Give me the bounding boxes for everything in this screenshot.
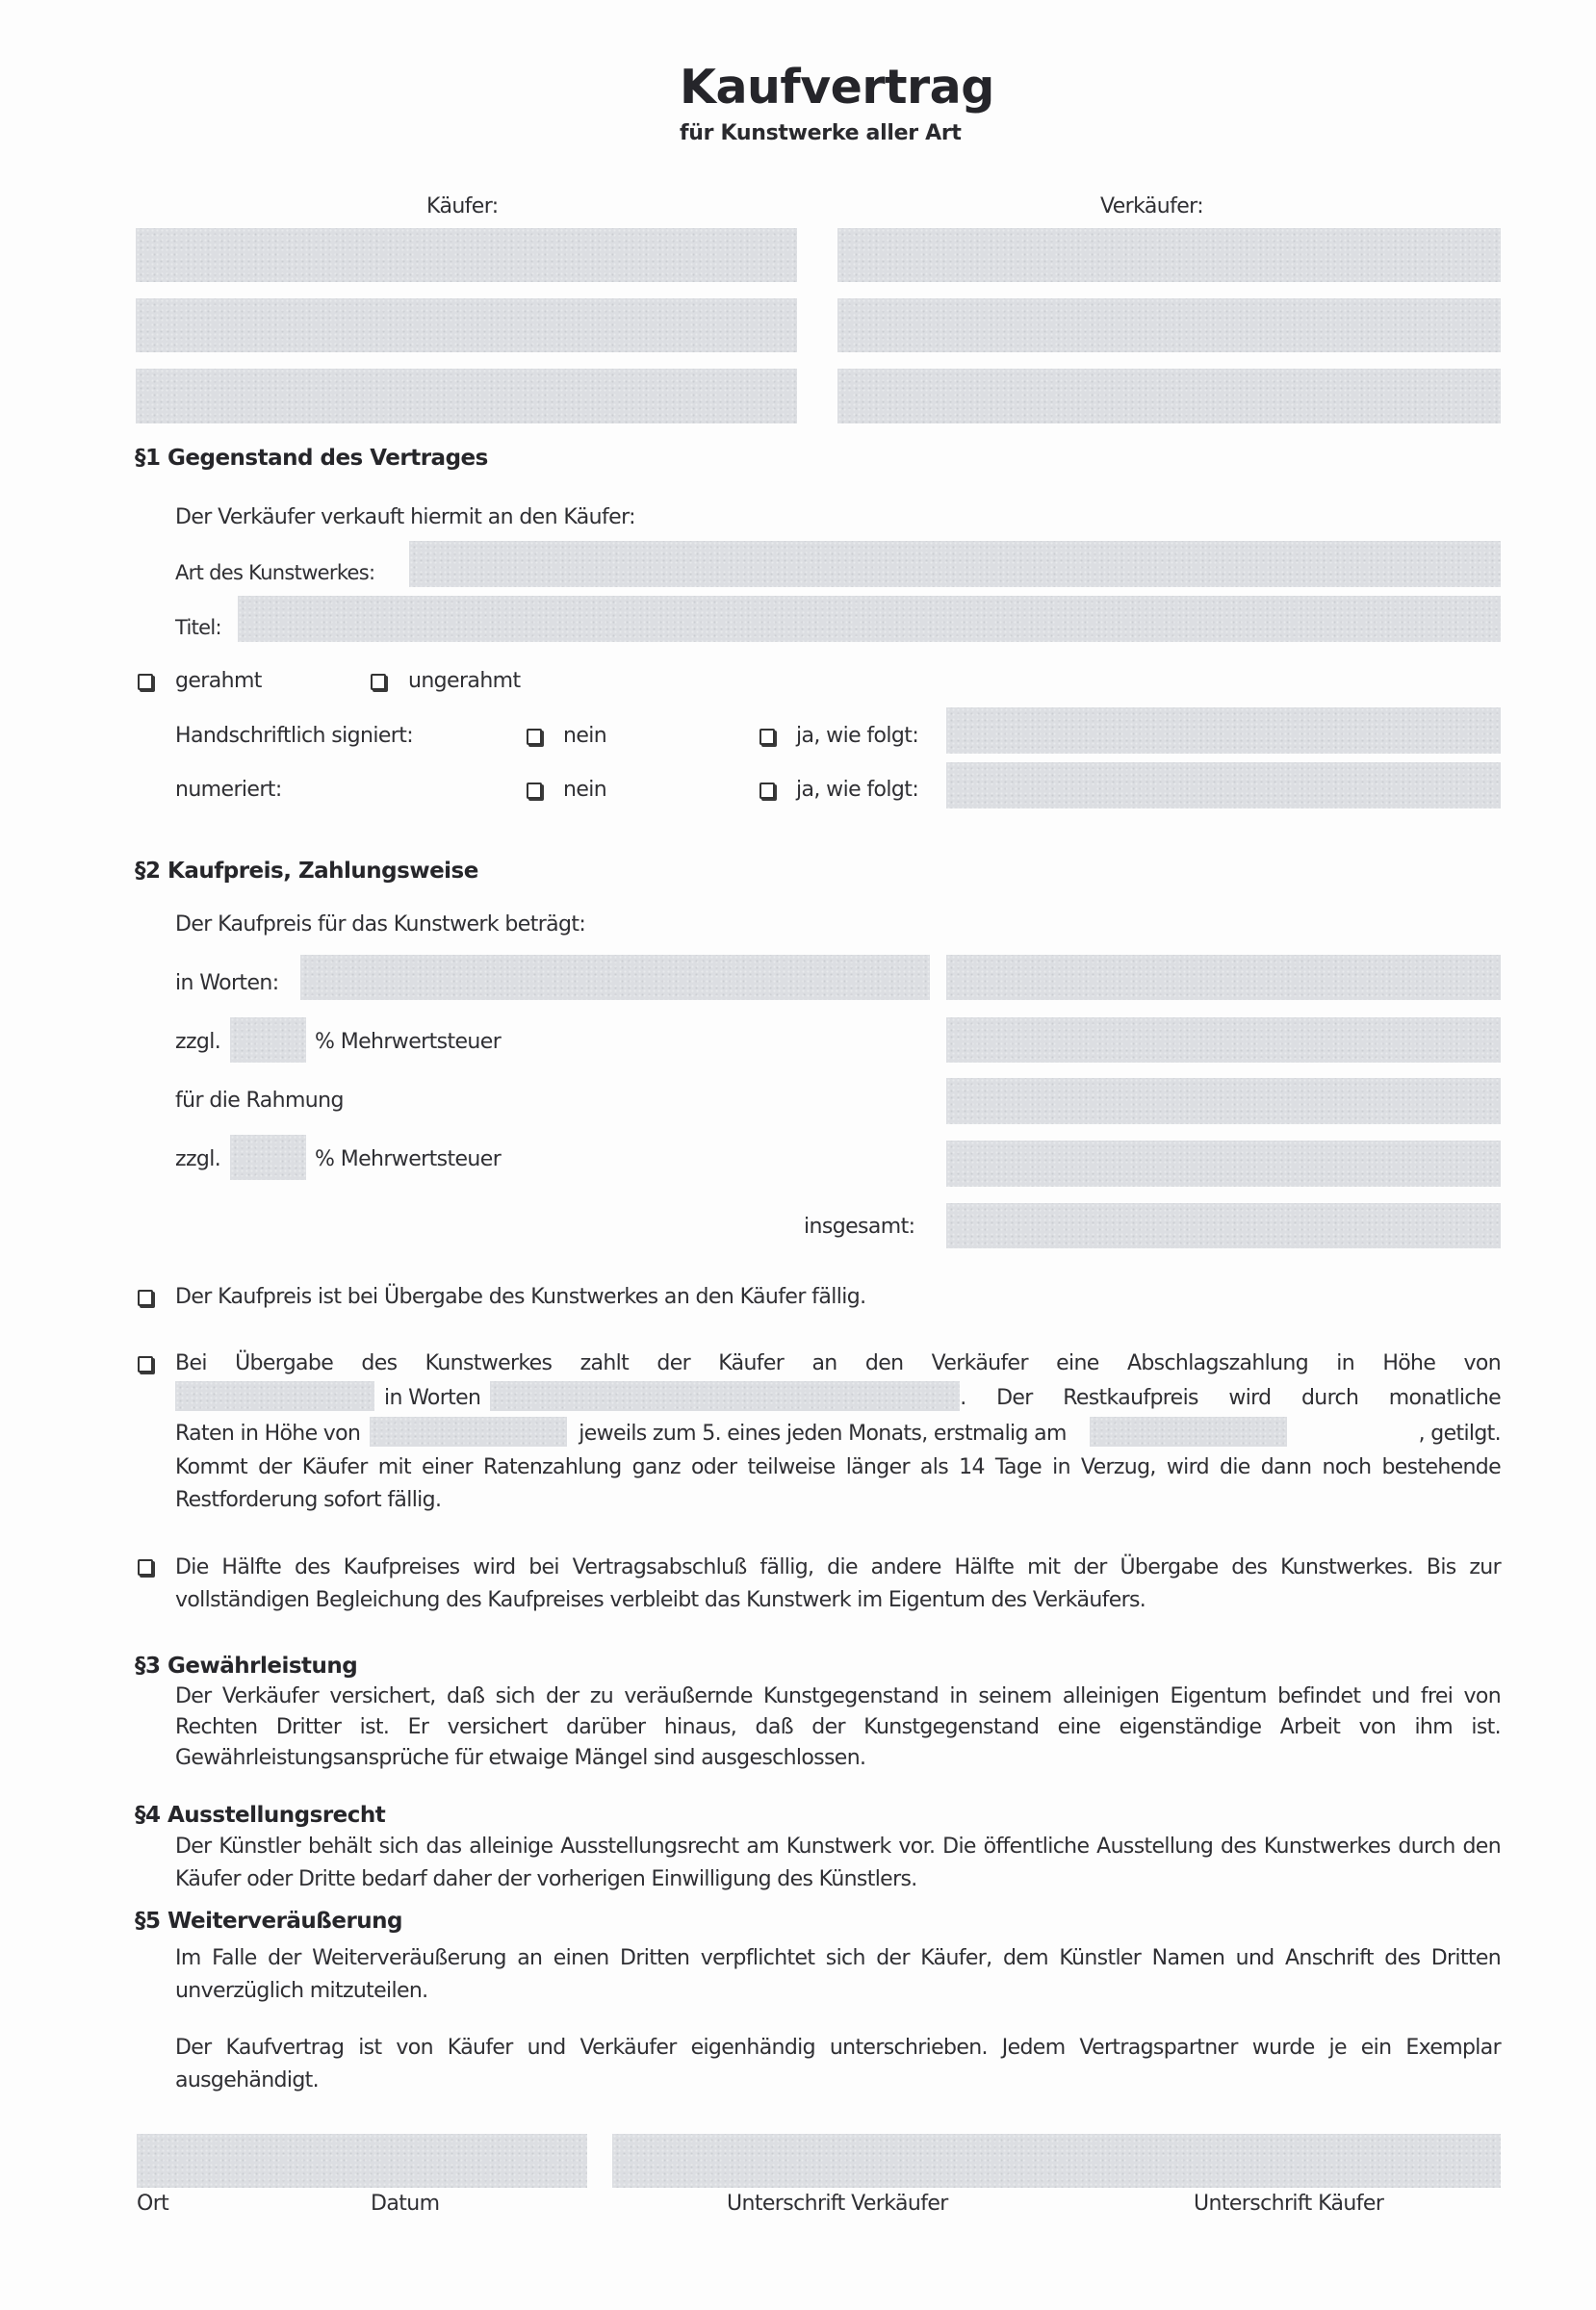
payment-on-delivery-label: Der Kaufpreis ist bei Übergabe des Kunstwerkes an den Käufer fällig. (175, 1285, 866, 1309)
document-subtitle: für Kunstwerke aller Art (680, 121, 962, 145)
signatures-field[interactable] (612, 2134, 1501, 2188)
vat-amount-field-2[interactable] (946, 1141, 1501, 1187)
price-in-words-field[interactable] (300, 955, 930, 1000)
section-1-heading: §1 Gegenstand des Vertrages (135, 446, 488, 471)
vat-amount-field-1[interactable] (946, 1017, 1501, 1063)
total-label: insgesamt: (804, 1215, 915, 1239)
buyer-signature-label: Unterschrift Käufer (1194, 2192, 1384, 2216)
place-date-field[interactable] (137, 2134, 587, 2188)
seller-line-3[interactable] (837, 369, 1501, 424)
section-5-text: Im Falle der Weiterveräußerung an einen Dritten verpflichtet sich der Käufer, dem Künstler Namen und Anschrift des Dritten unverzüglich mitzuteilen. (175, 1946, 1501, 2003)
vat-rate-field-1[interactable] (230, 1017, 306, 1063)
section-5-heading: §5 Weiterveräußerung (135, 1909, 403, 1934)
artwork-title-label: Titel: (175, 616, 221, 639)
down-payment-in-words-label: in Worten (384, 1385, 481, 1410)
remaining-price-text: . Der Restkaufpreis wird durch monatliche (960, 1385, 1501, 1410)
total-amount-field[interactable] (946, 1203, 1501, 1248)
installment-rate-label: Raten in Höhe von (175, 1421, 361, 1446)
price-amount-field[interactable] (946, 955, 1501, 1000)
artwork-title-field[interactable] (238, 596, 1501, 642)
installment-rate-field[interactable] (370, 1417, 567, 1447)
payment-on-delivery-checkbox[interactable] (138, 1290, 153, 1306)
art-type-field[interactable] (409, 541, 1501, 587)
section-2-intro: Der Kaufpreis für das Kunstwerk beträgt: (175, 912, 586, 937)
date-label: Datum (371, 2192, 440, 2216)
vat-plus-label-1: zzgl. (175, 1030, 221, 1054)
framing-amount-field[interactable] (946, 1078, 1501, 1124)
installment-schedule-text: jeweils zum 5. eines jeden Monats, erstmalig am (579, 1421, 1067, 1446)
signed-label: Handschriftlich signiert: (175, 724, 414, 748)
framed-label: gerahmt (175, 669, 262, 693)
seller-label: Verkäufer: (1100, 194, 1204, 218)
numbered-yes-checkbox[interactable] (759, 783, 775, 799)
buyer-line-1[interactable] (136, 228, 797, 282)
section-4-heading: §4 Ausstellungsrecht (135, 1803, 386, 1828)
place-label: Ort (137, 2192, 169, 2216)
signed-yes-checkbox[interactable] (759, 729, 775, 745)
numbered-no-checkbox[interactable] (527, 783, 542, 799)
vat-label-1: % Mehrwertsteuer (315, 1030, 502, 1054)
payment-half-checkbox[interactable] (138, 1559, 153, 1576)
vat-plus-label-2: zzgl. (175, 1147, 221, 1171)
closing-text: Der Kaufvertrag ist von Käufer und Verkäufer eigenhändig unterschrieben. Jedem Vertragspartner wurde je ein Exemplar ausgehändigt. (175, 2036, 1501, 2092)
down-payment-amount-field[interactable] (175, 1381, 374, 1411)
section-3-heading: §3 Gewährleistung (135, 1654, 358, 1679)
signed-no-checkbox[interactable] (527, 729, 542, 745)
installments-line-1: Bei Übergabe des Kunstwerkes zahlt der Käufer an den Verkäufer eine Abschlagszahlung in Höhe von (175, 1351, 1501, 1375)
signed-yes-label: ja, wie folgt: (796, 724, 919, 748)
section-1-intro: Der Verkäufer verkauft hiermit an den Käufer: (175, 505, 635, 529)
unframed-label: ungerahmt (408, 669, 521, 693)
seller-line-1[interactable] (837, 228, 1501, 282)
payment-installments-checkbox[interactable] (138, 1356, 153, 1373)
art-type-label: Art des Kunstwerkes: (175, 561, 375, 584)
unframed-checkbox[interactable] (371, 674, 386, 690)
seller-signature-label: Unterschrift Verkäufer (727, 2192, 948, 2216)
installments-default-clause: Kommt der Käufer mit einer Ratenzahlung ganz oder teilweise länger als 14 Tage in Verzug, wird die dann noch bestehende Restforderung sofort fällig. (175, 1455, 1501, 1512)
numbered-details-field[interactable] (946, 762, 1501, 808)
framed-checkbox[interactable] (138, 674, 153, 690)
repaid-text: , getilgt. (1418, 1421, 1501, 1446)
numbered-yes-label: ja, wie folgt: (796, 778, 919, 802)
seller-line-2[interactable] (837, 298, 1501, 352)
numbered-label: numeriert: (175, 778, 282, 802)
signed-no-label: nein (563, 724, 607, 748)
vat-label-2: % Mehrwertsteuer (315, 1147, 502, 1171)
payment-half-text: Die Hälfte des Kaufpreises wird bei Vertragsabschluß fällig, die andere Hälfte mit der Übergabe des Kunstwerkes. Bis zur vollständigen Begleichung des Kaufpreises verbleibt das Kunstwerk im Eigentum des Verkäufers. (175, 1555, 1501, 1612)
payment-installments-text (175, 1348, 1501, 1517)
numbered-no-label: nein (563, 778, 607, 802)
vat-rate-field-2[interactable] (230, 1135, 306, 1180)
buyer-line-2[interactable] (136, 298, 797, 352)
buyer-label: Käufer: (426, 194, 499, 218)
buyer-line-3[interactable] (136, 369, 797, 424)
down-payment-in-words-field[interactable] (490, 1381, 960, 1411)
first-installment-date-field[interactable] (1090, 1417, 1287, 1447)
signed-details-field[interactable] (946, 707, 1501, 754)
price-in-words-label: in Worten: (175, 971, 279, 995)
section-2-heading: §2 Kaufpreis, Zahlungsweise (135, 859, 478, 884)
installments-line-2 (175, 1380, 1501, 1416)
installments-line-3 (175, 1416, 1501, 1451)
document-title: Kaufvertrag (680, 60, 994, 115)
section-4-text: Der Künstler behält sich das alleinige Ausstellungsrecht am Kunstwerk vor. Die öffentliche Ausstellung des Kunstwerkes durch den Käufer oder Dritte bedarf daher der vorherigen Einwilligung des Künstlers. (175, 1835, 1501, 1891)
section-3-text: Der Verkäufer versichert, daß sich der zu veräußernde Kunstgegenstand in seinem alleinigen Eigentum befindet und frei von Rechten Dritter ist. Er versichert darüber hinaus, daß der Kunstgegenstand eine eigenständige Arbeit von ihm ist. Gewährleistungsansprüche für etwaige Mängel sind ausgeschlossen. (175, 1684, 1501, 1770)
framing-label: für die Rahmung (175, 1089, 344, 1113)
